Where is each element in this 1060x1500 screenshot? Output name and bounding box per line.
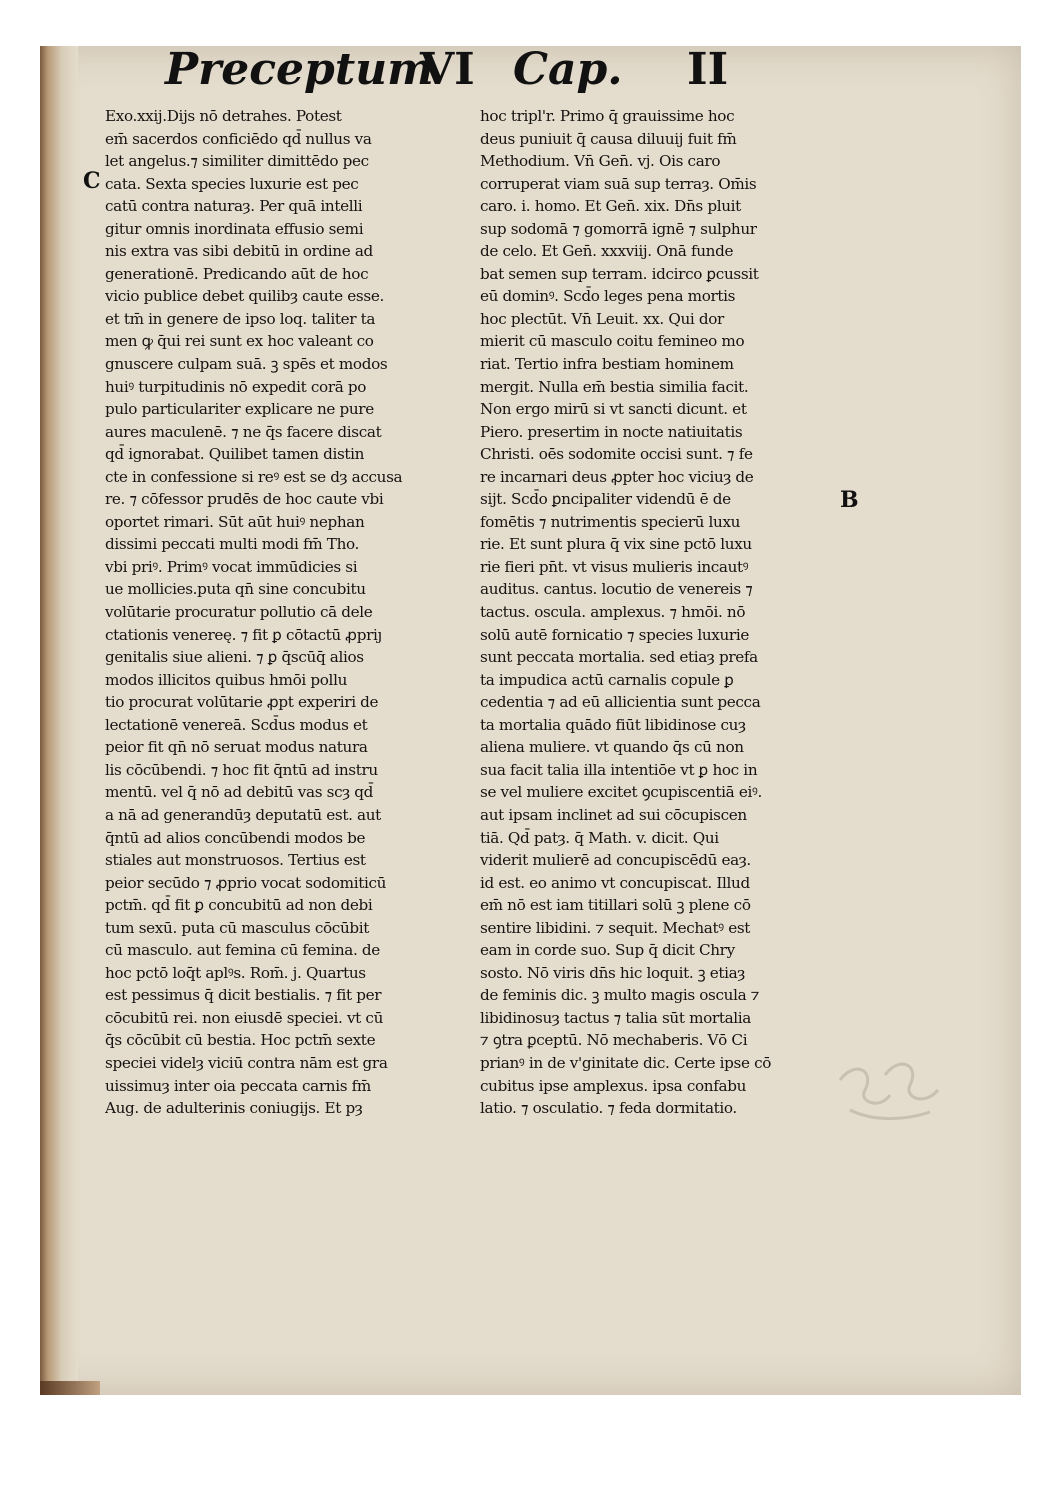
text-line: stiales aut monstruosos. Tertius est <box>105 851 366 870</box>
text-line: auditus. cantus. locutio de venereis ⁊ <box>480 580 753 599</box>
text-line: latio. ⁊ osculatio. ⁊ feda dormitatio. <box>480 1099 737 1118</box>
text-line: men ꝙ q̄ui rei sunt ex hoc valeant co <box>105 332 374 351</box>
binding-edge <box>40 1381 100 1395</box>
text-line: ctationis venereę. ⁊ fit ꝑ cōtactū ꝓpriȷ <box>105 625 382 644</box>
header-title: Preceptum <box>165 44 434 95</box>
text-line: ta impudica actū carnalis copule ꝑ <box>480 670 734 689</box>
text-line: cata. Sexta species luxurie est pec <box>105 174 359 193</box>
text-line: cū masculo. aut femina cū femina. de <box>105 941 380 960</box>
text-line: id est. eo animo vt concupiscat. Illud <box>480 873 750 892</box>
text-line: hoc tripl'r. Primo q̄ grauissime hoc <box>480 107 735 125</box>
text-line: rie fieri pn̄t. vt visus mulieris incautꝰ <box>480 557 749 576</box>
text-line: cubitus ipse amplexus. ipsa confabu <box>480 1076 746 1095</box>
book-gutter <box>40 46 78 1395</box>
text-line: pulo particulariter explicare ne pure <box>105 400 374 419</box>
text-line: sentire libidini. ⁊ sequit. Mechatꝰ est <box>480 918 751 937</box>
text-line: gnuscere culpam suā. ꝫ spēs et modos <box>105 355 388 374</box>
text-line: cte in confessione si reꝰ est se dȝ accusa <box>105 467 403 486</box>
text-line: tum sexū. puta cū masculus cōcūbit <box>105 918 370 937</box>
text-line: generationē. Predicando aūt de hoc <box>105 264 369 283</box>
text-line: libidinosuȝ tactus ⁊ talia sūt mortalia <box>480 1008 752 1027</box>
margin-mark-right: B <box>840 487 859 513</box>
text-line: aures maculenē. ⁊ ne q̄s facere discat <box>105 422 382 441</box>
margin-mark-left: C <box>83 168 101 194</box>
text-line: tactus. oscula. amplexus. ⁊ hmōi. nō <box>480 603 746 622</box>
text-line: sunt peccata mortalia. sed etiaȝ prefa <box>480 648 758 667</box>
text-line: modos illicitos quibus hmōi pollu <box>105 670 348 689</box>
text-line: re. ⁊ cōfessor prudēs de hoc caute vbi <box>105 490 384 509</box>
text-line: mergit. Nulla em̄ bestia similia facit. <box>480 377 749 396</box>
header-precept-number: VI <box>420 44 475 95</box>
text-line: peior fit qn̄ nō seruat modus natura <box>105 738 368 757</box>
text-column-left <box>105 105 460 1120</box>
text-line: de celo. Et Gen̄. xxxviij. Onā funde <box>480 242 734 261</box>
text-line: solū autē fornicatio ⁊ species luxurie <box>480 625 749 644</box>
header-chapter-number: II <box>687 44 729 95</box>
text-line: sua facit talia illa intentiōe vt ꝑ hoc in <box>480 760 758 779</box>
text-line: aut ipsam inclinet ad sui cōcupiscen <box>480 805 747 824</box>
text-line: fomētis ⁊ nutrimentis specierū luxu <box>480 512 741 531</box>
text-line: re incarnari deus ꝓpter hoc viciuȝ de <box>480 467 754 486</box>
text-line: rie. Et sunt plura q̄ vix sine pctō luxu <box>480 535 752 554</box>
text-line: peior secūdo ⁊ ꝓprio vocat sodomiticū <box>105 873 387 892</box>
text-line: se vel muliere excitet ꝯcupiscentiā eiꝰ. <box>480 783 762 802</box>
text-line: tio procurat volūtarie ꝓpt experiri de <box>105 693 379 712</box>
text-line: pctm̄. qd̄ fit ꝑ concubitū ad non debi <box>105 896 373 915</box>
text-line: viderit mulierē ad concupiscēdū eaȝ. <box>480 851 751 870</box>
text-line: speciei videlȝ viciū contra nām est gra <box>105 1053 388 1072</box>
text-line: bat semen sup terram. idcirco ꝑcussit <box>480 264 759 283</box>
text-line: lectationē venereā. Scd̄us modus et <box>105 715 368 734</box>
text-line: vbi priꝰ. Primꝰ vocat immūdicies si <box>105 557 358 576</box>
text-line: qd̄ ignorabat. Quilibet tamen distin <box>105 445 365 464</box>
text-line: eū dominꝰ. Scd̄o leges pena mortis <box>480 287 736 306</box>
text-line: hoc plectūt. Vn̄ Leuit. xx. Qui dor <box>480 309 724 328</box>
text-column-right <box>480 105 840 1120</box>
text-line: uissimuȝ inter oia peccata carnis fm̄ <box>105 1076 371 1095</box>
text-line: sijt. Scd̄o ꝑncipaliter videndū ē de <box>480 490 731 509</box>
text-line: genitalis siue alieni. ⁊ ꝑ q̄scūq̄ alios <box>105 648 364 667</box>
text-line: mierit cū masculo coitu femineo mo <box>480 332 745 351</box>
text-line: huiꝰ turpitudinis nō expedit corā po <box>105 377 367 396</box>
text-line: a nā ad generandūȝ deputatū est. aut <box>105 805 381 824</box>
text-line: aliena muliere. vt quando q̄s cū non <box>480 738 744 757</box>
text-line: mentū. vel q̄ nō ad debitū vas scȝ qd̄ <box>105 783 374 802</box>
text-line: ⁊ ꝯtra ꝑceptū. Nō mechaberis. Vō Ci <box>480 1031 748 1050</box>
text-line: q̄s cōcūbit cū bestia. Hoc pctm̄ sexte <box>105 1031 376 1050</box>
text-line: cedentia ⁊ ad eū allicientia sunt pecca <box>480 693 761 712</box>
text-line: dissimi peccati multi modi fm̄ Tho. <box>105 535 360 554</box>
text-line: Christi. oēs sodomite occisi sunt. ⁊ fe <box>480 445 753 464</box>
text-line: gitur omnis inordinata effusio semi <box>105 219 364 238</box>
text-line: riat. Tertio infra bestiam hominem <box>480 355 734 374</box>
text-line: q̄ntū ad alios concūbendi modos be <box>105 828 366 847</box>
text-line: Exo.xxij.Dijs nō detrahes. Potest <box>105 107 342 125</box>
text-line: eam in corde suo. Sup q̄ dicit Chry <box>480 941 735 960</box>
text-line: corruperat viam suā sup terraȝ. Om̄is <box>480 174 757 193</box>
text-line: ue mollicies.puta qn̄ sine concubitu <box>105 580 366 599</box>
watermark-stamp <box>830 1040 950 1130</box>
text-line: Aug. de adulterinis coniugijs. Et pȝ <box>105 1099 363 1118</box>
running-header <box>155 44 795 104</box>
text-line: nis extra vas sibi debitū in ordine ad <box>105 242 373 261</box>
text-line: em̄ nō est iam titillari solū ꝫ plene cō <box>480 896 751 915</box>
text-line: catū contra naturaȝ. Per quā intelli <box>105 197 363 216</box>
text-line: caro. i. homo. Et Gen̄. xix. Dn̄s pluit <box>480 197 741 216</box>
text-line: deus puniuit q̄ causa diluuij fuit fm̄ <box>480 129 737 148</box>
text-line: de feminis dic. ꝫ multo magis oscula ⁊ <box>480 986 760 1005</box>
text-line: em̄ sacerdos conficiēdo qd̄ nullus va <box>105 129 372 148</box>
text-line: et tm̄ in genere de ipso loq. taliter ta <box>105 309 376 328</box>
text-line: cōcubitū rei. non eiusdē speciei. vt cū <box>105 1008 383 1027</box>
text-line: vicio publice debet quilibȝ caute esse. <box>105 287 384 306</box>
text-line: Methodium. Vn̄ Gen̄. vj. Ois caro <box>480 152 721 171</box>
text-line: oportet rimari. Sūt aūt huiꝰ nephan <box>105 512 365 531</box>
text-line: volūtarie procuratur pollutio cā dele <box>105 603 373 622</box>
text-line: sup sodomā ⁊ gomorrā ignē ⁊ sulphur <box>480 219 757 238</box>
text-line: Piero. presertim in nocte natiuitatis <box>480 422 743 441</box>
text-line: lis cōcūbendi. ⁊ hoc fit q̄ntū ad instru <box>105 760 378 779</box>
text-line: ta mortalia quādo fiūt libidinose cuȝ <box>480 715 746 734</box>
text-line: hoc pctō loq̄t aplꝰs. Rom̄. j. Quartus <box>105 963 366 982</box>
text-line: prianꝰ in de v'ginitate dic. Certe ipse cō <box>480 1053 772 1072</box>
header-cap-label: Cap. <box>513 44 623 95</box>
text-line: tiā. Qd̄ patȝ. q̄ Math. v. dicit. Qui <box>480 828 719 847</box>
text-line: est pessimus q̄ dicit bestialis. ⁊ fit per <box>105 986 382 1005</box>
text-line: sosto. Nō viris dn̄s hic loquit. ꝫ etiaȝ <box>480 963 745 982</box>
text-line: Non ergo mirū si vt sancti dicunt. et <box>480 400 747 419</box>
text-line: let angelus.⁊ similiter dimittēdo pec <box>105 152 369 171</box>
